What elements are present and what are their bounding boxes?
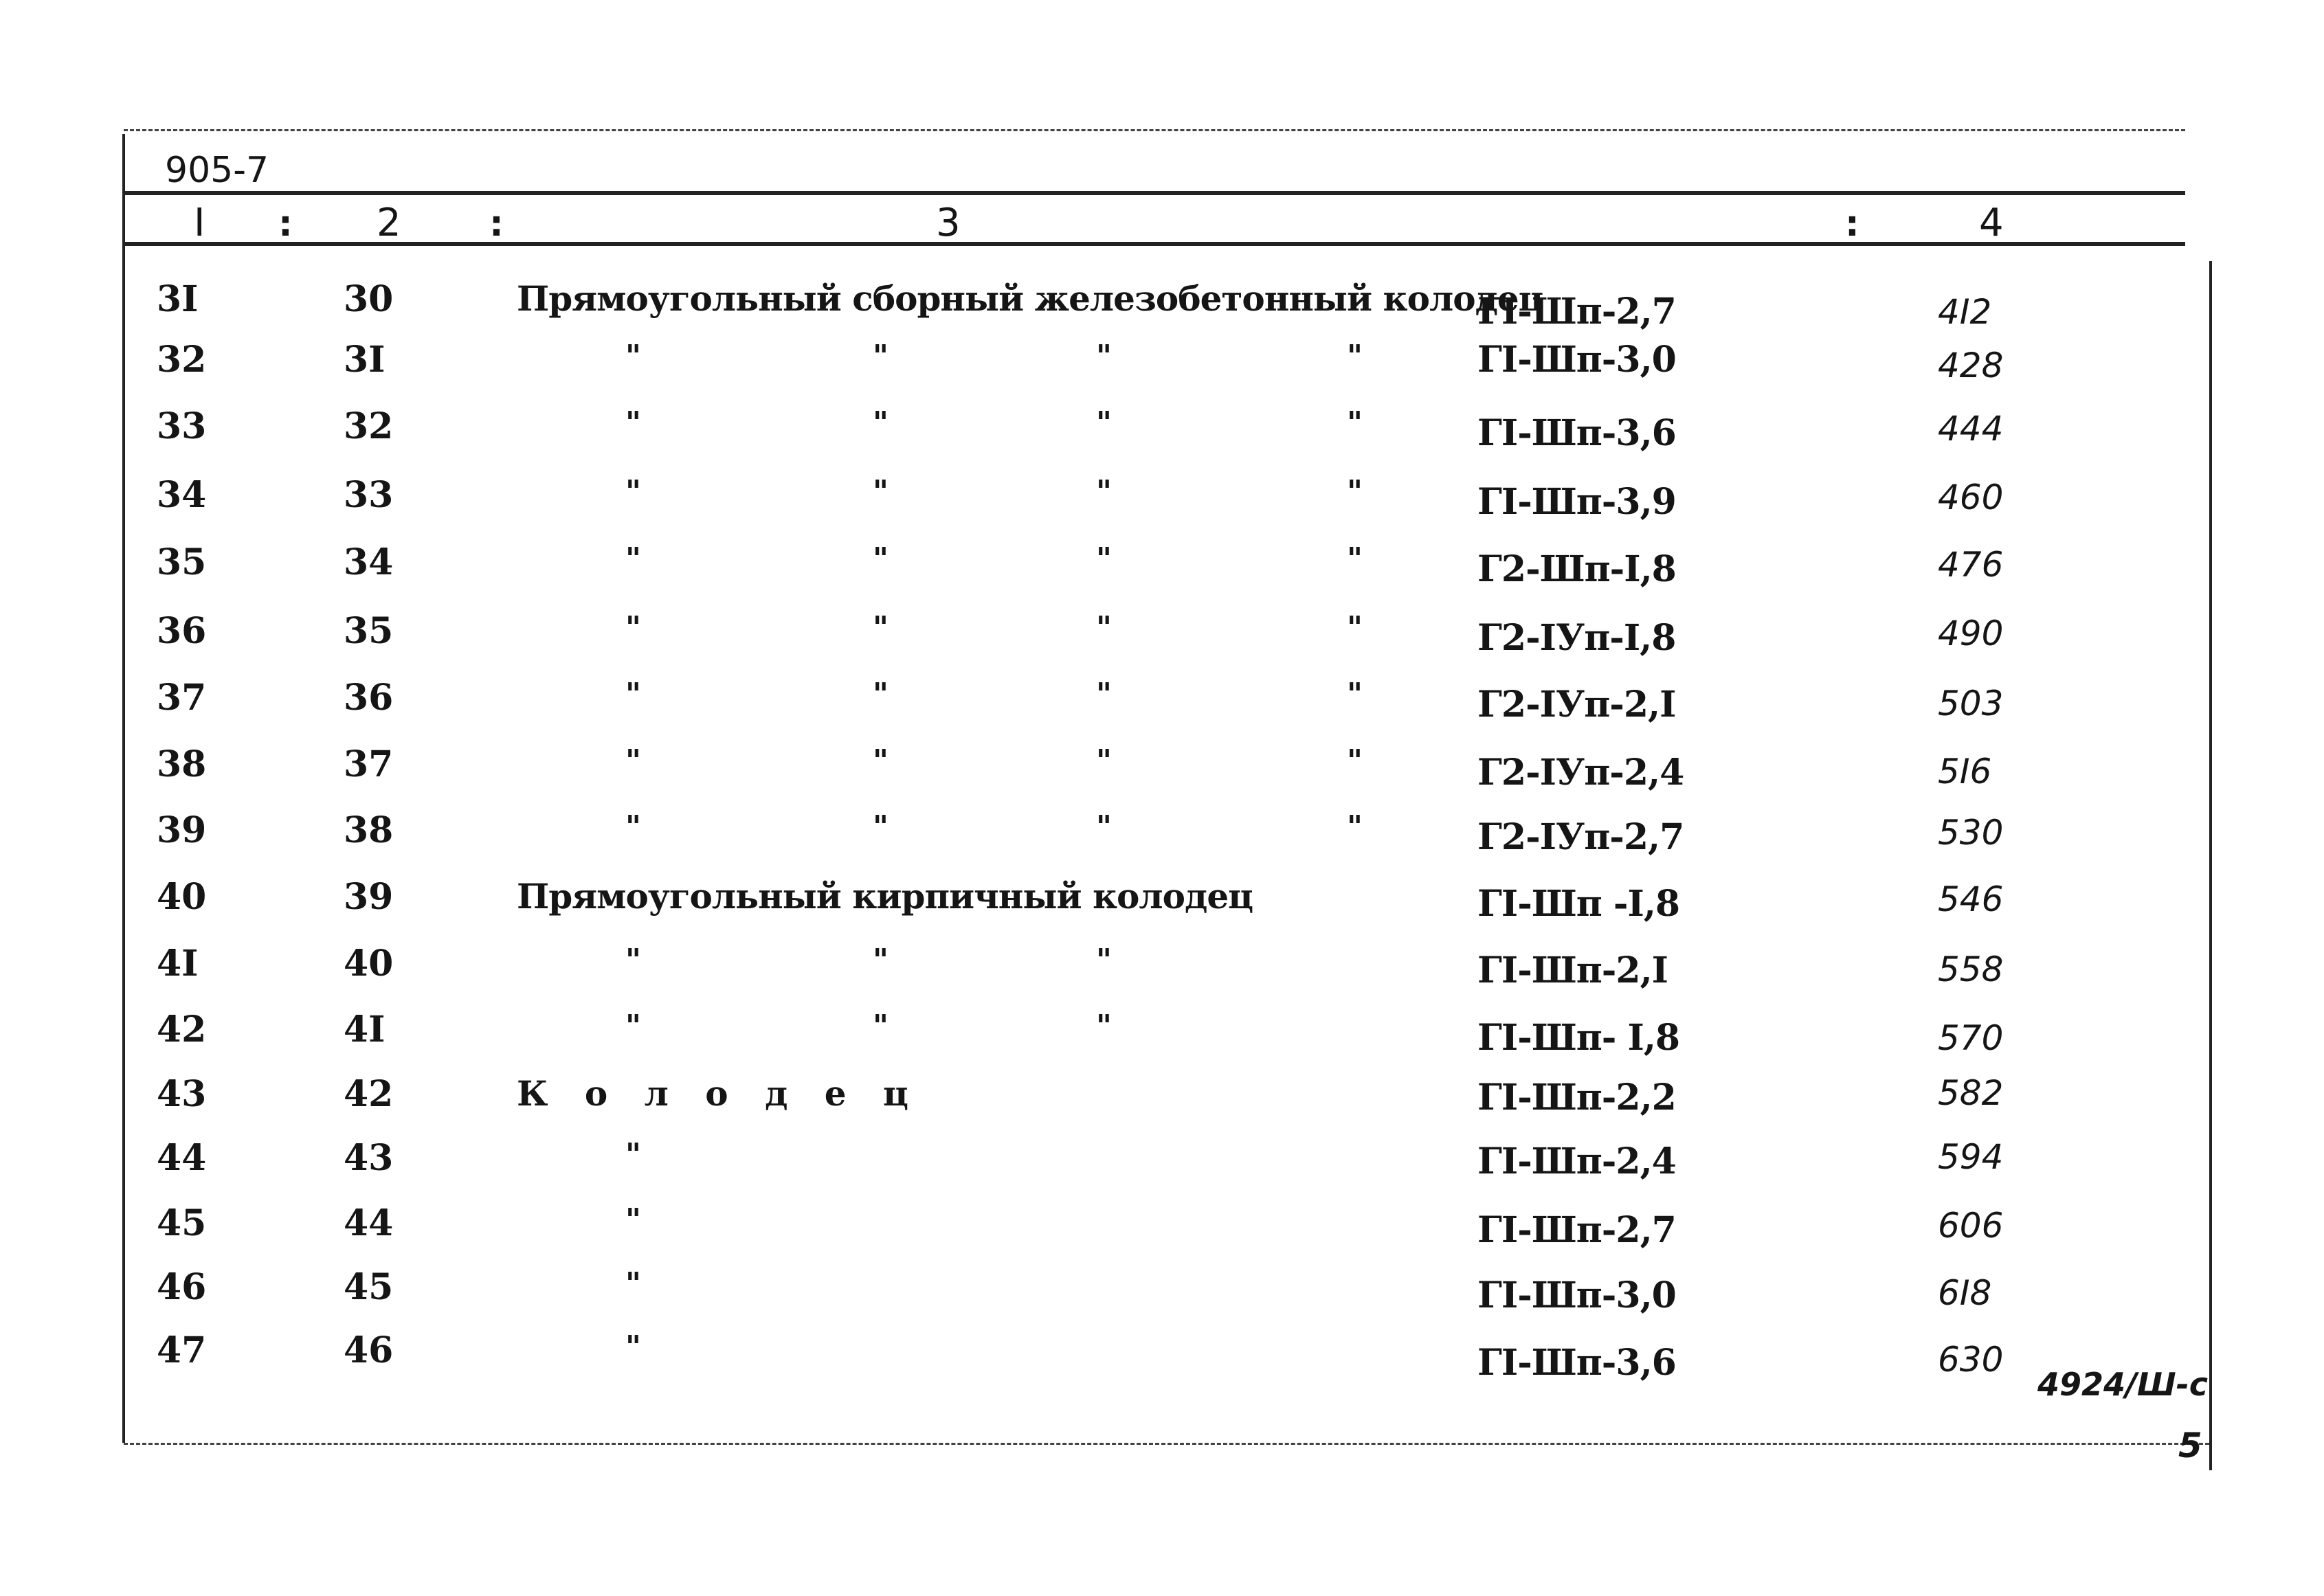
ditto-mark: "	[625, 1266, 641, 1301]
row-number: 35	[157, 541, 207, 583]
table-row	[0, 1329, 2324, 1395]
item-number: 44	[344, 1202, 394, 1244]
ditto-mark: "	[625, 610, 641, 645]
ditto-mark: "	[1347, 405, 1363, 440]
row-number: 45	[157, 1202, 207, 1244]
item-number: 34	[344, 541, 394, 583]
ditto-mark: "	[625, 1137, 641, 1172]
table-row	[0, 809, 2324, 875]
header-col-2: 2	[377, 201, 401, 245]
ditto-mark: "	[873, 339, 889, 374]
row-number: 36	[157, 610, 207, 652]
table-row	[0, 541, 2324, 607]
ditto-mark: "	[625, 405, 641, 440]
item-number: 37	[344, 743, 394, 785]
page-ref: 4I2	[1938, 292, 1992, 332]
item-number: 35	[344, 610, 394, 652]
item-number: 46	[344, 1329, 394, 1371]
ditto-mark: "	[1096, 809, 1112, 844]
item-number: 38	[344, 809, 394, 851]
item-number: 43	[344, 1137, 394, 1179]
header-separator: :	[1845, 203, 1859, 245]
item-code: ГI-Шп-3,9	[1477, 481, 1676, 523]
page-ref: 503	[1938, 684, 2004, 723]
item-code: Г2-IУп-2,I	[1477, 684, 1676, 726]
item-number: 42	[344, 1073, 394, 1115]
item-code: Г2-IУп-I,8	[1477, 617, 1676, 659]
ditto-mark: "	[873, 743, 889, 778]
ditto-mark: "	[625, 809, 641, 844]
table-row	[0, 876, 2324, 942]
page-ref: 546	[1938, 879, 2004, 919]
page-ref: 530	[1938, 813, 2004, 853]
header-separator: :	[278, 203, 293, 245]
item-description: Прямоугольный кирпичный колодец	[517, 876, 1253, 917]
item-code: ГI-Шп-3,0	[1477, 339, 1676, 381]
ditto-mark: "	[873, 610, 889, 645]
row-number: 4I	[157, 943, 199, 985]
ditto-mark: "	[1347, 474, 1363, 509]
item-number: 4I	[344, 1009, 386, 1050]
item-description: К о л о д е ц	[517, 1073, 921, 1114]
item-number: 39	[344, 876, 394, 918]
archive-stamp: 4924/Ш-с	[2037, 1366, 2209, 1403]
row-number: 37	[157, 677, 207, 719]
item-code: ГI-Шп -I,8	[1477, 883, 1680, 925]
table-row	[0, 474, 2324, 540]
item-code: ГI-Шп- I,8	[1477, 1017, 1680, 1059]
header-col-3: 3	[936, 201, 961, 245]
item-code: ГI-Шп-2,7	[1477, 291, 1676, 333]
ditto-mark: "	[873, 405, 889, 440]
item-description: Прямоугольный сборный железобетонный колодец	[517, 278, 1543, 319]
row-number: 43	[157, 1073, 207, 1115]
table-row	[0, 278, 2324, 344]
item-number: 32	[344, 405, 394, 447]
page-ref: 582	[1938, 1073, 2004, 1113]
table-row	[0, 677, 2324, 743]
row-number: 38	[157, 743, 207, 785]
header-col-1: I	[194, 201, 205, 245]
table-row	[0, 1009, 2324, 1075]
row-number: 3I	[157, 278, 199, 320]
page-ref: 570	[1938, 1018, 2004, 1058]
item-code: Г2-IУп-2,7	[1477, 816, 1684, 858]
ditto-mark: "	[625, 943, 641, 978]
page-ref: 594	[1938, 1137, 2004, 1177]
header-separator: :	[489, 203, 504, 245]
page-ref: 490	[1938, 614, 2004, 653]
ditto-mark: "	[873, 1009, 889, 1044]
item-code: ГI-Шп-3,6	[1477, 1342, 1676, 1384]
page-ref: 428	[1938, 346, 2004, 385]
row-number: 46	[157, 1266, 207, 1308]
ditto-mark: "	[873, 809, 889, 844]
item-code: ГI-Шп-2,7	[1477, 1209, 1676, 1251]
page-ref: 6I8	[1938, 1273, 1992, 1313]
page-ref: 606	[1938, 1206, 2004, 1246]
ditto-mark: "	[625, 1329, 641, 1364]
row-number: 42	[157, 1009, 207, 1050]
ditto-mark: "	[1096, 943, 1112, 978]
page-ref: 5I6	[1938, 752, 1992, 791]
ditto-mark: "	[873, 677, 889, 712]
ditto-mark: "	[625, 541, 641, 576]
item-code: ГI-Шп-3,6	[1477, 412, 1676, 454]
row-number: 39	[157, 809, 207, 851]
item-code: ГI-Шп-2,2	[1477, 1077, 1676, 1119]
row-number: 34	[157, 474, 207, 516]
bottom-border-dashed	[124, 1443, 2209, 1445]
page-number: 5	[2178, 1426, 2202, 1465]
item-number: 40	[344, 943, 394, 985]
item-code: ГI-Шп-3,0	[1477, 1274, 1676, 1316]
table-row	[0, 405, 2324, 471]
header-col-4: 4	[1979, 201, 2004, 245]
page-ref: 630	[1938, 1340, 2004, 1380]
header-bottom-rule	[122, 242, 2185, 246]
ditto-mark: "	[1347, 339, 1363, 374]
document-number: 905-7	[165, 150, 269, 191]
item-code: Г2-Шп-I,8	[1477, 548, 1676, 590]
top-border-dashed	[124, 129, 2185, 131]
header-top-rule	[122, 191, 2185, 195]
page-ref: 476	[1938, 545, 2004, 585]
ditto-mark: "	[1347, 610, 1363, 645]
ditto-mark: "	[1347, 743, 1363, 778]
ditto-mark: "	[625, 1202, 641, 1237]
item-code: ГI-Шп-2,4	[1477, 1140, 1676, 1182]
table-row	[0, 610, 2324, 676]
ditto-mark: "	[1096, 474, 1112, 509]
ditto-mark: "	[873, 541, 889, 576]
ditto-mark: "	[625, 474, 641, 509]
page-ref: 460	[1938, 477, 2004, 517]
item-code: ГI-Шп-2,I	[1477, 949, 1668, 991]
ditto-mark: "	[625, 677, 641, 712]
ditto-mark: "	[1096, 677, 1112, 712]
page-ref: 444	[1938, 409, 2004, 449]
ditto-mark: "	[625, 743, 641, 778]
table-row	[0, 743, 2324, 809]
table-row	[0, 339, 2324, 405]
ditto-mark: "	[1347, 809, 1363, 844]
ditto-mark: "	[1096, 1009, 1112, 1044]
item-number: 33	[344, 474, 394, 516]
item-number: 30	[344, 278, 394, 320]
row-number: 40	[157, 876, 207, 918]
page-ref: 558	[1938, 949, 2004, 989]
ditto-mark: "	[1096, 339, 1112, 374]
ditto-mark: "	[873, 474, 889, 509]
item-number: 3I	[344, 339, 386, 381]
row-number: 33	[157, 405, 207, 447]
ditto-mark: "	[1347, 541, 1363, 576]
ditto-mark: "	[1096, 541, 1112, 576]
item-number: 36	[344, 677, 394, 719]
table-row	[0, 1266, 2324, 1332]
table-row	[0, 943, 2324, 1009]
ditto-mark: "	[873, 943, 889, 978]
ditto-mark: "	[1096, 610, 1112, 645]
ditto-mark: "	[1096, 743, 1112, 778]
table-row	[0, 1137, 2324, 1203]
ditto-mark: "	[1096, 405, 1112, 440]
table-row	[0, 1073, 2324, 1139]
table-row	[0, 1202, 2324, 1268]
ditto-mark: "	[625, 339, 641, 374]
row-number: 32	[157, 339, 207, 381]
ditto-mark: "	[625, 1009, 641, 1044]
row-number: 47	[157, 1329, 207, 1371]
item-number: 45	[344, 1266, 394, 1308]
ditto-mark: "	[1347, 677, 1363, 712]
row-number: 44	[157, 1137, 207, 1179]
item-code: Г2-IУп-2,4	[1477, 752, 1684, 794]
